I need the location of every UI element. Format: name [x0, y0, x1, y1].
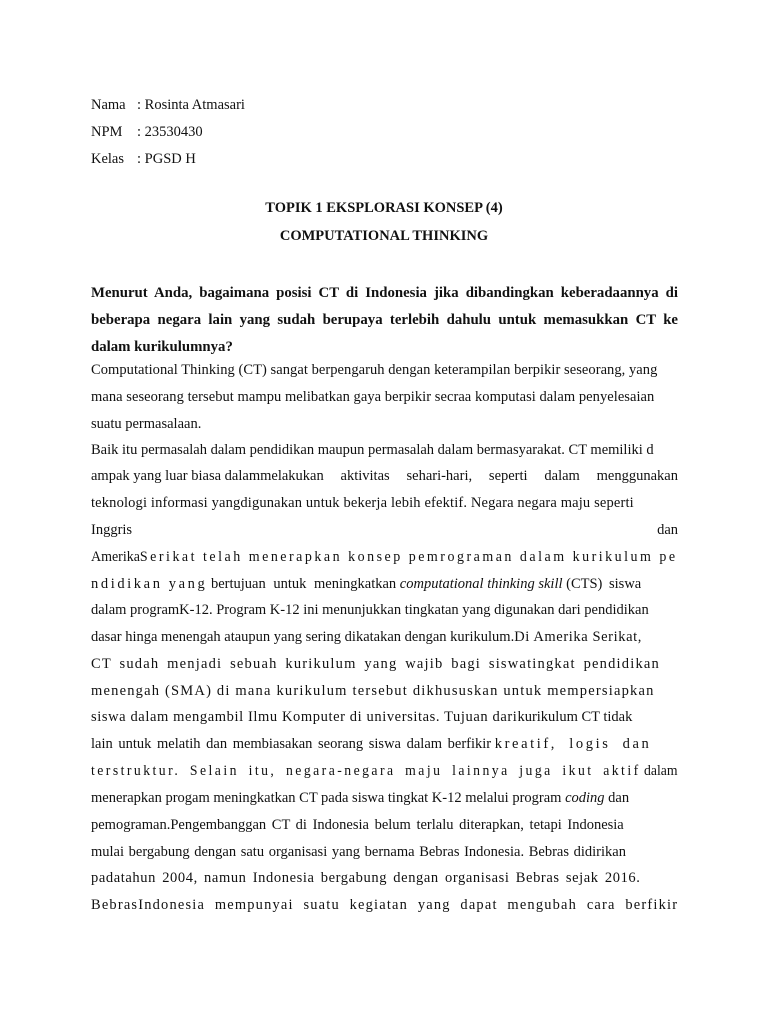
kelas-label: Kelas [91, 151, 125, 167]
body-line-2 [91, 387, 678, 407]
body-line-16 [91, 761, 678, 781]
body-line-7 [91, 520, 678, 540]
body-text: ndidikan yang [91, 576, 208, 592]
body-line-10 [91, 600, 678, 620]
body-text: dasar hinga menengah ataupun yang sering dikatakan dengan kurikulum. [91, 629, 515, 645]
body-text: dalam programK-12. Program K-12 ini menunjukkan tingkatan yang digunakan dari pendidikan [91, 602, 649, 618]
body-text: menerapkan progam meningkatkan CT pada siswa tingkat K-12 melalui program [91, 790, 562, 806]
body-text: terstruktur. Selain itu, negara-negara maju lainnya juga ikut aktif [91, 763, 641, 779]
body-text: mulai bergabung dengan satu organisasi yang bernama Bebras Indonesia. Bebras didirikan [91, 844, 626, 860]
nama-value: : Rosinta Atmasari [137, 97, 245, 113]
body-line-1 [91, 360, 678, 380]
body-text: seperti [488, 468, 528, 484]
body-text: mana seseorang tersebut mampu melibatkan gaya berpikir secraa komputasi dalam penyelesaian [91, 389, 655, 405]
npm-label: NPM [91, 124, 123, 140]
question-block [91, 280, 678, 361]
body-text: padatahun 2004, namun Indonesia bergabung dengan organisasi Bebras sejak 2016. [91, 870, 641, 886]
body-text: siswa dalam mengambil Ilmu Komputer di universitas. Tujuan dari [91, 709, 518, 725]
npm-value: : 23530430 [137, 124, 203, 140]
body-text: ampak yang luar biasa dalammelakukan [91, 468, 324, 484]
body-text: menengah (SMA) di mana kurikulum tersebut dikhususkan untuk mempersiapkan [91, 683, 655, 699]
info-row-kelas [91, 146, 245, 173]
body-line-21 [91, 895, 679, 915]
body-text: dan [657, 522, 678, 538]
body-text: teknologi informasi yangdigunakan untuk bekerja lebih efektif. Negara negara maju seperti [91, 495, 634, 511]
body-line-15 [91, 734, 678, 754]
body-text: dan [608, 790, 630, 806]
body-text: CT sudah menjadi sebuah kurikulum yang wajib bagi siswatingkat pendidikan [91, 656, 660, 672]
body-line-18 [91, 815, 678, 835]
title-line-2: COMPUTATIONAL THINKING [279, 228, 489, 244]
body-text: (CTS) siswa [566, 576, 642, 592]
body-text: Amerika [91, 549, 140, 565]
body-text: lain untuk melatih dan membiasakan seorang siswa dalam berfikir [91, 736, 492, 752]
body-line-4 [91, 440, 678, 460]
body-text: kreatif, logis dan [494, 736, 652, 752]
body-line-17 [91, 788, 678, 808]
body-text: aktivitas [340, 468, 390, 484]
nama-label: Nama [91, 97, 126, 113]
body-text: pemograman.Pengembanggan CT di Indonesia belum terlalu diterapkan, tetapi Indonesia [91, 817, 624, 833]
body-line-12 [91, 654, 678, 674]
student-info [91, 92, 245, 173]
body-line-8 [91, 547, 678, 567]
body-line-19 [91, 842, 678, 862]
body-line-11 [91, 627, 678, 647]
body-text: menggunakan [596, 468, 678, 484]
body-text: Serikat telah menerapkan konsep pemrograman dalam kurikulum pe [139, 549, 678, 565]
body-text-italic: coding [565, 790, 605, 806]
body-line-3 [91, 414, 678, 434]
info-row-nama [91, 92, 245, 119]
body-text: Computational Thinking (CT) sangat berpengaruh dengan keterampilan berpikir seseorang, yang [91, 362, 658, 378]
body-line-6 [91, 493, 678, 513]
body-line-9 [91, 574, 678, 594]
body-text: bertujuan untuk meningkatkan [210, 576, 397, 592]
body-line-13 [91, 681, 678, 701]
body-text: dalam [644, 763, 678, 779]
body-text: dalam [544, 468, 580, 484]
body-text: suatu permasalaan. [91, 416, 202, 432]
body-line-20 [91, 868, 678, 888]
body-text: kurikulum CT tidak [517, 709, 633, 725]
body-text: Di Amerika Serikat, [514, 629, 642, 645]
body-text: Inggris [91, 522, 133, 538]
body-text: Baik itu permasalah dalam pendidikan maupun permasalah dalam bermasyarakat. CT memiliki d [91, 442, 654, 458]
title-line-1: TOPIK 1 EKSPLORASI KONSEP (4) [265, 200, 503, 216]
body-line-5 [91, 466, 678, 486]
body-line-14 [91, 707, 678, 727]
body-text: sehari-hari, [406, 468, 473, 484]
kelas-value: : PGSD H [137, 151, 196, 167]
body-text: BebrasIndonesia mempunyai suatu kegiatan yang dapat mengubah cara berfikir [91, 897, 679, 913]
info-row-npm [91, 119, 245, 146]
body-text-italic: computational thinking skill [399, 576, 563, 592]
question-text: Menurut Anda, bagaimana posisi CT di Indonesia jika dibandingkan keberadaannya di beberapa negara lain yang sudah berupaya terlebih dahulu untuk memasukkan CT ke dalam kurikulumnya? [91, 285, 678, 355]
